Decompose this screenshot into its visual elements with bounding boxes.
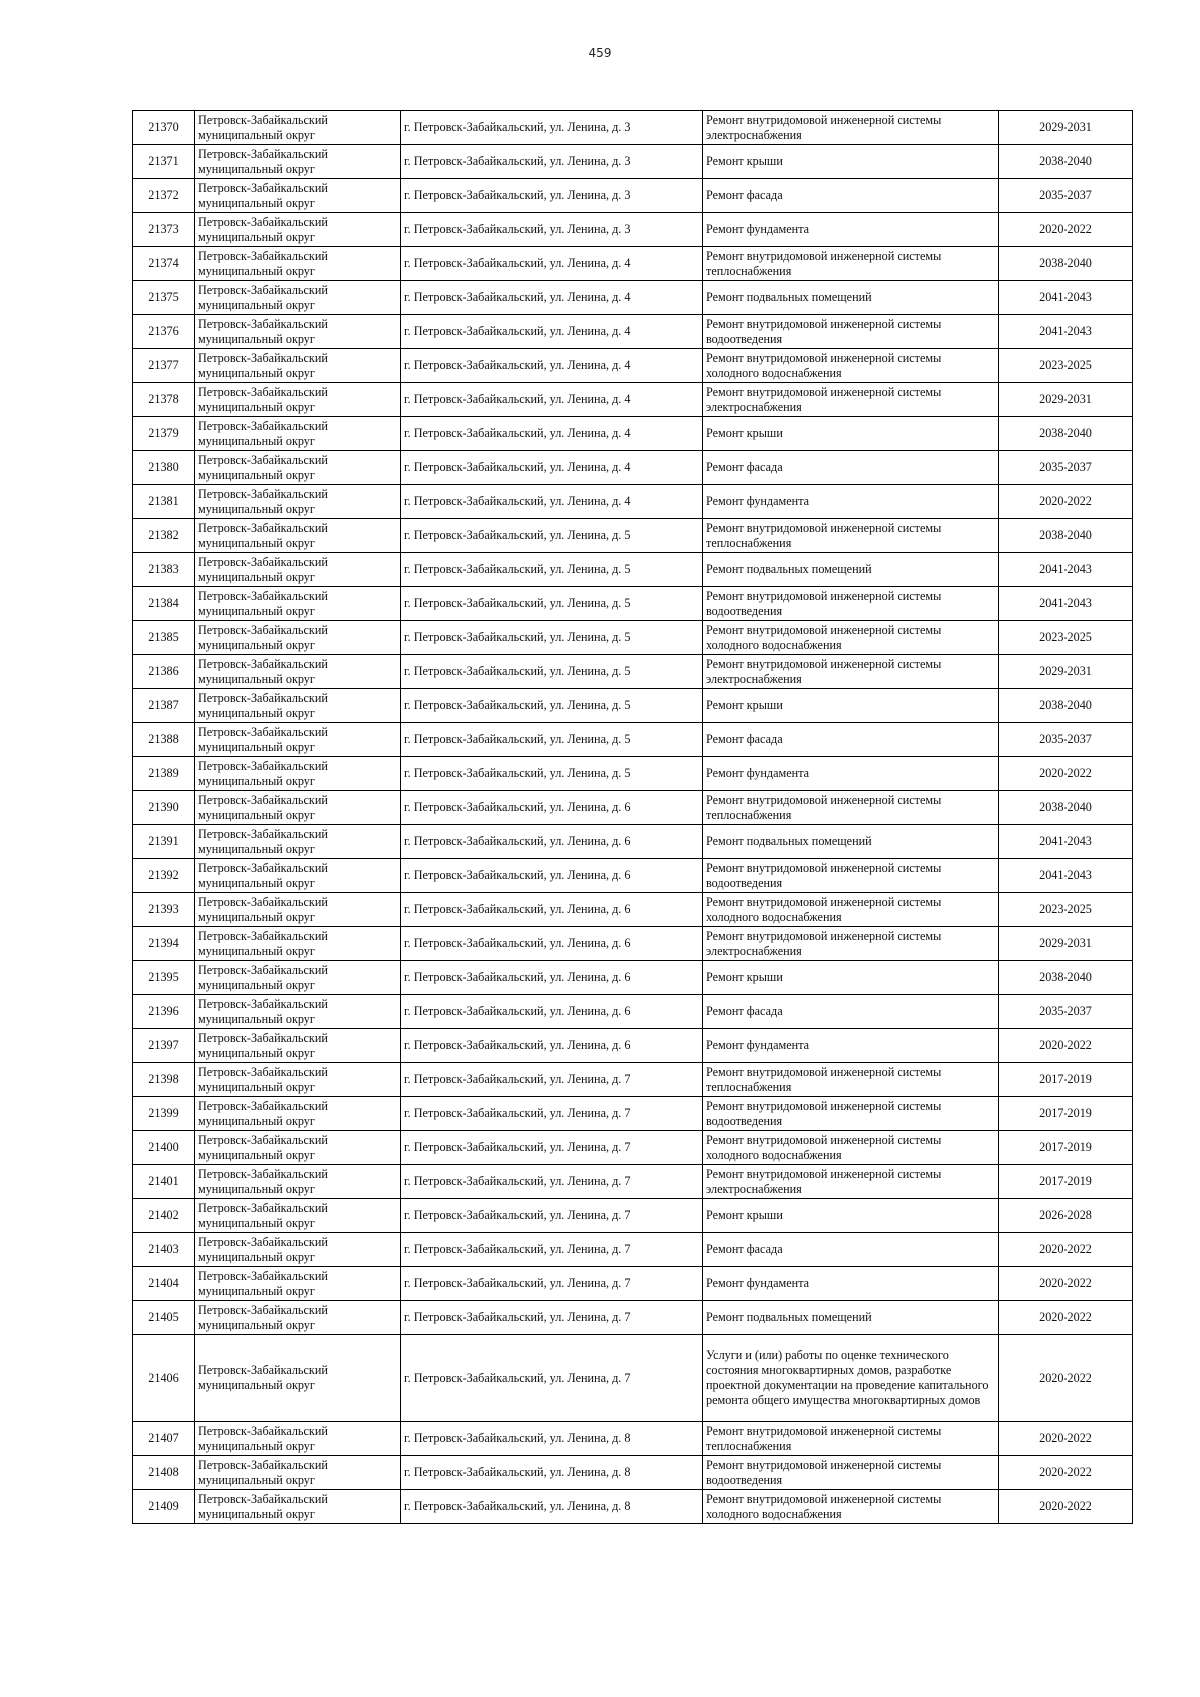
period-cell: 2026-2028 [999,1199,1133,1233]
district-cell: Петровск-Забайкальский муниципальный округ [195,111,401,145]
period-cell: 2035-2037 [999,995,1133,1029]
row-number: 21385 [133,621,195,655]
address-cell: г. Петровск-Забайкальский, ул. Ленина, д. 7 [401,1199,703,1233]
row-number: 21373 [133,213,195,247]
row-number: 21389 [133,757,195,791]
work-type-cell: Ремонт фасада [703,995,999,1029]
work-type-cell: Ремонт фундамента [703,1267,999,1301]
district-cell: Петровск-Забайкальский муниципальный округ [195,621,401,655]
district-cell: Петровск-Забайкальский муниципальный округ [195,859,401,893]
address-cell: г. Петровск-Забайкальский, ул. Ленина, д. 5 [401,723,703,757]
work-type-cell: Услуги и (или) работы по оценке технического состояния многоквартирных домов, разработке проектной документации на проведение капитального ремонта общего имущества многоквартирных домов [703,1335,999,1422]
district-cell: Петровск-Забайкальский муниципальный округ [195,995,401,1029]
work-type-cell: Ремонт внутридомовой инженерной системы теплоснабжения [703,1063,999,1097]
table-row [133,1097,1133,1131]
row-number: 21375 [133,281,195,315]
district-cell: Петровск-Забайкальский муниципальный округ [195,179,401,213]
work-type-cell: Ремонт внутридомовой инженерной системы электроснабжения [703,1165,999,1199]
period-cell: 2017-2019 [999,1165,1133,1199]
period-cell: 2017-2019 [999,1063,1133,1097]
row-number: 21402 [133,1199,195,1233]
table-row [133,1165,1133,1199]
row-number: 21400 [133,1131,195,1165]
row-number: 21399 [133,1097,195,1131]
address-cell: г. Петровск-Забайкальский, ул. Ленина, д. 5 [401,621,703,655]
work-type-cell: Ремонт внутридомовой инженерной системы водоотведения [703,859,999,893]
district-cell: Петровск-Забайкальский муниципальный округ [195,1165,401,1199]
period-cell: 2041-2043 [999,587,1133,621]
period-cell: 2041-2043 [999,825,1133,859]
period-cell: 2020-2022 [999,1335,1133,1422]
district-cell: Петровск-Забайкальский муниципальный округ [195,1131,401,1165]
table-row [133,791,1133,825]
row-number: 21376 [133,315,195,349]
address-cell: г. Петровск-Забайкальский, ул. Ленина, д. 4 [401,315,703,349]
period-cell: 2041-2043 [999,859,1133,893]
period-cell: 2038-2040 [999,247,1133,281]
district-cell: Петровск-Забайкальский муниципальный округ [195,825,401,859]
address-cell: г. Петровск-Забайкальский, ул. Ленина, д. 3 [401,145,703,179]
period-cell: 2035-2037 [999,179,1133,213]
table-row [133,1335,1133,1422]
address-cell: г. Петровск-Забайкальский, ул. Ленина, д. 4 [401,383,703,417]
district-cell: Петровск-Забайкальский муниципальный округ [195,553,401,587]
period-cell: 2020-2022 [999,1422,1133,1456]
row-number: 21384 [133,587,195,621]
address-cell: г. Петровск-Забайкальский, ул. Ленина, д. 4 [401,247,703,281]
district-cell: Петровск-Забайкальский муниципальный округ [195,1422,401,1456]
period-cell: 2023-2025 [999,621,1133,655]
address-cell: г. Петровск-Забайкальский, ул. Ленина, д. 7 [401,1267,703,1301]
district-cell: Петровск-Забайкальский муниципальный округ [195,451,401,485]
district-cell: Петровск-Забайкальский муниципальный округ [195,1029,401,1063]
address-cell: г. Петровск-Забайкальский, ул. Ленина, д. 6 [401,995,703,1029]
row-number: 21388 [133,723,195,757]
table-row [133,247,1133,281]
table-row [133,1029,1133,1063]
work-type-cell: Ремонт фундамента [703,213,999,247]
work-type-cell: Ремонт внутридомовой инженерной системы холодного водоснабжения [703,621,999,655]
address-cell: г. Петровск-Забайкальский, ул. Ленина, д. 4 [401,485,703,519]
work-type-cell: Ремонт внутридомовой инженерной системы электроснабжения [703,383,999,417]
row-number: 21392 [133,859,195,893]
row-number: 21398 [133,1063,195,1097]
repair-schedule-table [132,110,1133,1524]
row-number: 21406 [133,1335,195,1422]
district-cell: Петровск-Забайкальский муниципальный округ [195,791,401,825]
period-cell: 2038-2040 [999,689,1133,723]
table-row [133,179,1133,213]
address-cell: г. Петровск-Забайкальский, ул. Ленина, д. 3 [401,179,703,213]
work-type-cell: Ремонт внутридомовой инженерной системы водоотведения [703,315,999,349]
work-type-cell: Ремонт внутридомовой инженерной системы электроснабжения [703,655,999,689]
address-cell: г. Петровск-Забайкальский, ул. Ленина, д. 6 [401,961,703,995]
work-type-cell: Ремонт внутридомовой инженерной системы холодного водоснабжения [703,893,999,927]
table-row [133,213,1133,247]
address-cell: г. Петровск-Забайкальский, ул. Ленина, д. 5 [401,689,703,723]
table-row [133,1131,1133,1165]
row-number: 21405 [133,1301,195,1335]
period-cell: 2029-2031 [999,383,1133,417]
work-type-cell: Ремонт внутридомовой инженерной системы холодного водоснабжения [703,1490,999,1524]
work-type-cell: Ремонт внутридомовой инженерной системы теплоснабжения [703,791,999,825]
table-row [133,349,1133,383]
table-row [133,1422,1133,1456]
address-cell: г. Петровск-Забайкальский, ул. Ленина, д. 6 [401,859,703,893]
row-number: 21378 [133,383,195,417]
district-cell: Петровск-Забайкальский муниципальный округ [195,1233,401,1267]
address-cell: г. Петровск-Забайкальский, ул. Ленина, д. 4 [401,451,703,485]
period-cell: 2038-2040 [999,417,1133,451]
work-type-cell: Ремонт крыши [703,417,999,451]
period-cell: 2023-2025 [999,893,1133,927]
table-row [133,1199,1133,1233]
work-type-cell: Ремонт подвальных помещений [703,553,999,587]
district-cell: Петровск-Забайкальский муниципальный округ [195,1097,401,1131]
row-number: 21381 [133,485,195,519]
district-cell: Петровск-Забайкальский муниципальный округ [195,723,401,757]
address-cell: г. Петровск-Забайкальский, ул. Ленина, д. 5 [401,553,703,587]
work-type-cell: Ремонт подвальных помещений [703,825,999,859]
district-cell: Петровск-Забайкальский муниципальный округ [195,145,401,179]
address-cell: г. Петровск-Забайкальский, ул. Ленина, д. 4 [401,417,703,451]
district-cell: Петровск-Забайкальский муниципальный округ [195,349,401,383]
district-cell: Петровск-Забайкальский муниципальный округ [195,893,401,927]
period-cell: 2038-2040 [999,519,1133,553]
address-cell: г. Петровск-Забайкальский, ул. Ленина, д. 7 [401,1165,703,1199]
period-cell: 2020-2022 [999,1301,1133,1335]
table-row [133,1063,1133,1097]
address-cell: г. Петровск-Забайкальский, ул. Ленина, д. 5 [401,655,703,689]
district-cell: Петровск-Забайкальский муниципальный округ [195,383,401,417]
address-cell: г. Петровск-Забайкальский, ул. Ленина, д. 7 [401,1301,703,1335]
work-type-cell: Ремонт подвальных помещений [703,281,999,315]
table-row [133,723,1133,757]
period-cell: 2023-2025 [999,349,1133,383]
address-cell: г. Петровск-Забайкальский, ул. Ленина, д. 8 [401,1456,703,1490]
district-cell: Петровск-Забайкальский муниципальный округ [195,1301,401,1335]
work-type-cell: Ремонт фундамента [703,757,999,791]
district-cell: Петровск-Забайкальский муниципальный округ [195,281,401,315]
table-row [133,145,1133,179]
row-number: 21390 [133,791,195,825]
row-number: 21386 [133,655,195,689]
district-cell: Петровск-Забайкальский муниципальный округ [195,1456,401,1490]
address-cell: г. Петровск-Забайкальский, ул. Ленина, д. 6 [401,1029,703,1063]
work-type-cell: Ремонт внутридомовой инженерной системы теплоснабжения [703,1422,999,1456]
table-row [133,1267,1133,1301]
period-cell: 2020-2022 [999,1029,1133,1063]
table-row [133,451,1133,485]
district-cell: Петровск-Забайкальский муниципальный округ [195,689,401,723]
work-type-cell: Ремонт фасада [703,723,999,757]
table-row [133,587,1133,621]
period-cell: 2035-2037 [999,451,1133,485]
period-cell: 2020-2022 [999,1456,1133,1490]
district-cell: Петровск-Забайкальский муниципальный округ [195,519,401,553]
table-row [133,1301,1133,1335]
period-cell: 2017-2019 [999,1131,1133,1165]
row-number: 21401 [133,1165,195,1199]
address-cell: г. Петровск-Забайкальский, ул. Ленина, д. 7 [401,1131,703,1165]
address-cell: г. Петровск-Забайкальский, ул. Ленина, д. 8 [401,1422,703,1456]
period-cell: 2020-2022 [999,1267,1133,1301]
period-cell: 2020-2022 [999,213,1133,247]
table-row [133,825,1133,859]
period-cell: 2029-2031 [999,655,1133,689]
district-cell: Петровск-Забайкальский муниципальный округ [195,213,401,247]
address-cell: г. Петровск-Забайкальский, ул. Ленина, д. 5 [401,519,703,553]
table-row [133,1490,1133,1524]
district-cell: Петровск-Забайкальский муниципальный округ [195,485,401,519]
table-row [133,519,1133,553]
table-row [133,1233,1133,1267]
district-cell: Петровск-Забайкальский муниципальный округ [195,961,401,995]
work-type-cell: Ремонт крыши [703,145,999,179]
row-number: 21374 [133,247,195,281]
table-row [133,111,1133,145]
table-row [133,485,1133,519]
table-row [133,689,1133,723]
table-row [133,383,1133,417]
period-cell: 2020-2022 [999,485,1133,519]
work-type-cell: Ремонт внутридомовой инженерной системы теплоснабжения [703,247,999,281]
table-row [133,859,1133,893]
row-number: 21377 [133,349,195,383]
work-type-cell: Ремонт внутридомовой инженерной системы холодного водоснабжения [703,1131,999,1165]
row-number: 21397 [133,1029,195,1063]
row-number: 21396 [133,995,195,1029]
work-type-cell: Ремонт внутридомовой инженерной системы водоотведения [703,587,999,621]
period-cell: 2029-2031 [999,111,1133,145]
work-type-cell: Ремонт фасада [703,1233,999,1267]
table-body [133,111,1133,1524]
period-cell: 2020-2022 [999,757,1133,791]
address-cell: г. Петровск-Забайкальский, ул. Ленина, д. 7 [401,1233,703,1267]
address-cell: г. Петровск-Забайкальский, ул. Ленина, д. 7 [401,1335,703,1422]
period-cell: 2041-2043 [999,281,1133,315]
row-number: 21403 [133,1233,195,1267]
district-cell: Петровск-Забайкальский муниципальный округ [195,1199,401,1233]
address-cell: г. Петровск-Забайкальский, ул. Ленина, д. 5 [401,757,703,791]
address-cell: г. Петровск-Забайкальский, ул. Ленина, д. 5 [401,587,703,621]
work-type-cell: Ремонт подвальных помещений [703,1301,999,1335]
row-number: 21394 [133,927,195,961]
district-cell: Петровск-Забайкальский муниципальный округ [195,1490,401,1524]
table-row [133,961,1133,995]
row-number: 21371 [133,145,195,179]
work-type-cell: Ремонт внутридомовой инженерной системы электроснабжения [703,111,999,145]
work-type-cell: Ремонт фасада [703,179,999,213]
period-cell: 2038-2040 [999,145,1133,179]
district-cell: Петровск-Забайкальский муниципальный округ [195,247,401,281]
address-cell: г. Петровск-Забайкальский, ул. Ленина, д. 7 [401,1063,703,1097]
row-number: 21372 [133,179,195,213]
work-type-cell: Ремонт крыши [703,689,999,723]
work-type-cell: Ремонт внутридомовой инженерной системы электроснабжения [703,927,999,961]
work-type-cell: Ремонт внутридомовой инженерной системы водоотведения [703,1097,999,1131]
period-cell: 2035-2037 [999,723,1133,757]
row-number: 21380 [133,451,195,485]
row-number: 21408 [133,1456,195,1490]
period-cell: 2038-2040 [999,961,1133,995]
district-cell: Петровск-Забайкальский муниципальный округ [195,757,401,791]
work-type-cell: Ремонт крыши [703,1199,999,1233]
work-type-cell: Ремонт фасада [703,451,999,485]
row-number: 21391 [133,825,195,859]
row-number: 21383 [133,553,195,587]
period-cell: 2029-2031 [999,927,1133,961]
address-cell: г. Петровск-Забайкальский, ул. Ленина, д. 4 [401,349,703,383]
district-cell: Петровск-Забайкальский муниципальный округ [195,417,401,451]
period-cell: 2020-2022 [999,1490,1133,1524]
table-row [133,417,1133,451]
table-row [133,621,1133,655]
row-number: 21407 [133,1422,195,1456]
address-cell: г. Петровск-Забайкальский, ул. Ленина, д. 8 [401,1490,703,1524]
table-row [133,655,1133,689]
row-number: 21370 [133,111,195,145]
page-number: 459 [588,46,612,60]
district-cell: Петровск-Забайкальский муниципальный округ [195,1267,401,1301]
row-number: 21379 [133,417,195,451]
table-row [133,1456,1133,1490]
table-row [133,995,1133,1029]
address-cell: г. Петровск-Забайкальский, ул. Ленина, д. 3 [401,213,703,247]
district-cell: Петровск-Забайкальский муниципальный округ [195,1063,401,1097]
work-type-cell: Ремонт внутридомовой инженерной системы водоотведения [703,1456,999,1490]
work-type-cell: Ремонт внутридомовой инженерной системы теплоснабжения [703,519,999,553]
district-cell: Петровск-Забайкальский муниципальный округ [195,655,401,689]
row-number: 21387 [133,689,195,723]
address-cell: г. Петровск-Забайкальский, ул. Ленина, д. 7 [401,1097,703,1131]
row-number: 21404 [133,1267,195,1301]
table-row [133,315,1133,349]
district-cell: Петровск-Забайкальский муниципальный округ [195,1335,401,1422]
table-row [133,927,1133,961]
row-number: 21395 [133,961,195,995]
district-cell: Петровск-Забайкальский муниципальный округ [195,927,401,961]
period-cell: 2038-2040 [999,791,1133,825]
district-cell: Петровск-Забайкальский муниципальный округ [195,315,401,349]
work-type-cell: Ремонт фундамента [703,1029,999,1063]
work-type-cell: Ремонт фундамента [703,485,999,519]
table-row [133,281,1133,315]
row-number: 21382 [133,519,195,553]
period-cell: 2041-2043 [999,553,1133,587]
address-cell: г. Петровск-Забайкальский, ул. Ленина, д. 4 [401,281,703,315]
work-type-cell: Ремонт крыши [703,961,999,995]
address-cell: г. Петровск-Забайкальский, ул. Ленина, д. 6 [401,825,703,859]
district-cell: Петровск-Забайкальский муниципальный округ [195,587,401,621]
work-type-cell: Ремонт внутридомовой инженерной системы холодного водоснабжения [703,349,999,383]
address-cell: г. Петровск-Забайкальский, ул. Ленина, д. 6 [401,893,703,927]
period-cell: 2041-2043 [999,315,1133,349]
period-cell: 2020-2022 [999,1233,1133,1267]
table-row [133,893,1133,927]
row-number: 21393 [133,893,195,927]
row-number: 21409 [133,1490,195,1524]
period-cell: 2017-2019 [999,1097,1133,1131]
address-cell: г. Петровск-Забайкальский, ул. Ленина, д. 6 [401,791,703,825]
table-row [133,553,1133,587]
address-cell: г. Петровск-Забайкальский, ул. Ленина, д. 3 [401,111,703,145]
table-row [133,757,1133,791]
address-cell: г. Петровск-Забайкальский, ул. Ленина, д. 6 [401,927,703,961]
